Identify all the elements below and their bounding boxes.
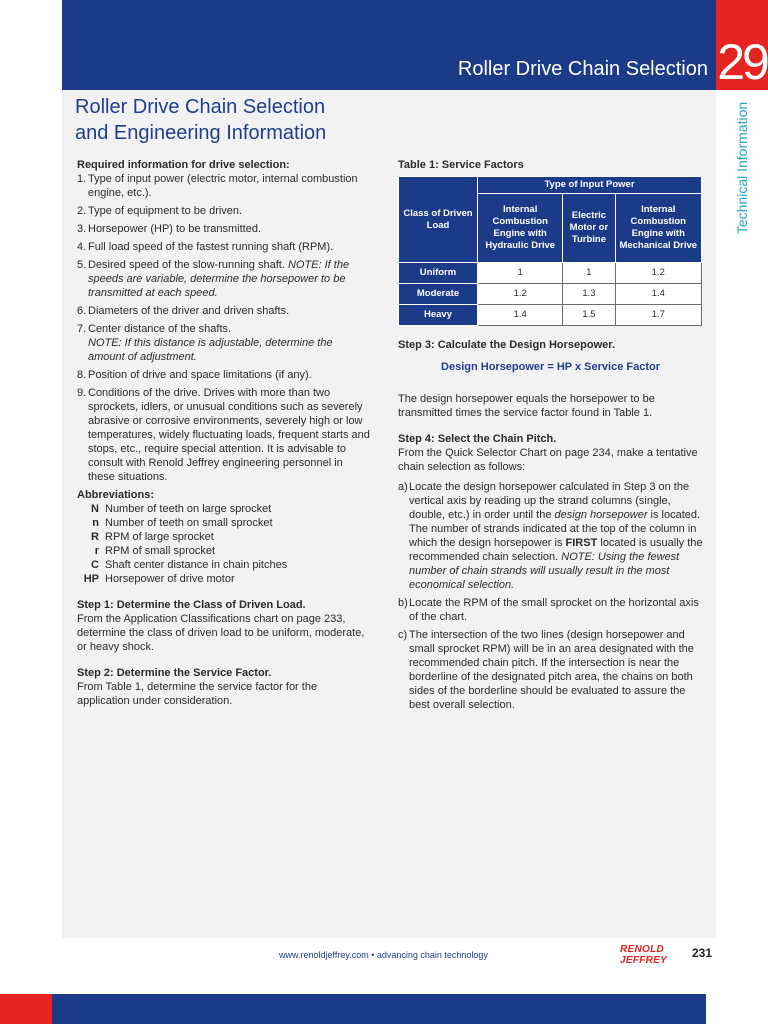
abbreviation-key: C [91,559,99,571]
service-factor-table [398,176,702,326]
list-item [77,368,372,382]
abbreviation-key: N [91,503,99,515]
row-header-cell: Class of Driven Load [399,177,478,263]
abbreviation-key: n [92,517,99,529]
item-text: Position of drive and space limitations (if any). [88,369,312,381]
step1-section [77,598,372,654]
column-header-cell: Internal Combustion Engine with Hydraulic Drive [478,194,563,263]
abbreviation-key: HP [83,573,99,585]
list-item [398,480,703,592]
item-number: 1. [77,173,87,185]
step3-text: The design horsepower equals the horsepower to be transmitted times the service factor found in Table 1. [398,393,655,419]
step3-section [398,338,703,420]
table-cell: 1.7 [615,305,702,326]
item-letter: a) [398,481,408,493]
required-heading: Required information for drive selection: [77,159,290,171]
list-item [77,322,372,364]
footer-red-block [0,994,52,1024]
item-text: located is usually the recommended chain selection. [409,537,703,563]
item-number: 3. [77,223,87,235]
item-number: 4. [77,241,87,253]
list-item [398,596,703,624]
left-column [77,158,372,708]
column-header-cell: Internal Combustion Engine with Mechanical Drive [615,194,702,263]
row-label: Uniform [399,263,478,284]
chapter-number: 29 [717,34,767,90]
table-row [399,305,702,326]
right-column [398,158,703,716]
item-text: Type of input power (electric motor, internal combustion engine, etc.). [88,173,358,199]
item-number: 5. [77,259,87,271]
abbreviation-row [77,558,372,572]
abbreviation-row [77,530,372,544]
table-cell: 1.3 [563,284,615,305]
header-title: Roller Drive Chain Selection [457,58,708,80]
abbreviation-key: r [94,545,99,557]
step2-heading: Step 2: Determine the Service Factor. [77,667,272,679]
item-letter: c) [398,629,408,641]
abbreviation-text: Number of teeth on small sprocket [105,517,273,529]
abbreviation-row [77,502,372,516]
item-note: NOTE: Using the fewest number of chain strands will usually result in the most economical selection. [409,551,680,591]
abbreviation-row [77,544,372,558]
table-row [399,263,702,284]
item-text: is located. The number of strands indicated at the top of the column in which the design horsepower is [409,509,701,549]
table-row [399,284,702,305]
abbreviation-text: RPM of large sprocket [105,531,214,543]
abbreviation-row [77,516,372,530]
table-cell: 1.4 [478,305,563,326]
header-band [62,0,716,90]
list-item [77,240,372,254]
table-title: Table 1: Service Factors [398,159,524,171]
item-note: NOTE: If this distance is adjustable, determine the amount of adjustment. [88,337,333,363]
list-item [398,628,703,712]
page-title-line2: and Engineering Information [75,122,327,144]
item-number: 6. [77,305,87,317]
step2-text: From Table 1, determine the service factor for the application under consideration. [77,681,318,707]
section-side-label: Technical Information [734,101,750,235]
item-number: 9. [77,387,87,399]
step4-list [398,480,703,712]
page-number: 231 [692,946,713,960]
required-list [77,172,372,484]
logo-line2: JEFFREY [620,955,668,966]
item-number: 7. [77,323,87,335]
step1-text: From the Application Classifications chart on page 233, determine the class of driven load to be uniform, moderate, or heavy shock. [77,613,365,653]
table-cell: 1.2 [615,263,702,284]
renold-jeffrey-logo [620,944,684,968]
step3-heading: Step 3: Calculate the Design Horsepower. [398,339,616,351]
footer-url[interactable]: www.renoldjeffrey.com • advancing chain technology [279,950,488,960]
table-cell: 1 [478,263,563,284]
list-item [77,386,372,484]
table-cell: 1.2 [478,284,563,305]
content-panel [62,90,716,938]
step4-text: From the Quick Selector Chart on page 234, make a tentative chain selection as follows: [398,447,698,473]
row-label: Moderate [399,284,478,305]
item-text: Locate the RPM of the small sprocket on the horizontal axis of the chart. [409,597,699,623]
abbreviation-text: Number of teeth on large sprocket [105,503,272,515]
item-emphasis: design horsepower [554,509,648,521]
item-number: 2. [77,205,87,217]
item-text: Type of equipment to be driven. [88,205,243,217]
list-item [77,204,372,218]
item-text: Conditions of the drive. Drives with more than two sprockets, idlers, or unusual conditions such as severely abrasive or corrosive environments, severely high or low temperatures, widely fluctuating loads, frequent starts and stops, etc., require special attention. It is advisable to consult with Renold Jeffrey engineering personnel in these situations. [88,387,370,483]
table-cell: 1 [563,263,615,284]
item-text: Desired speed of the slow-running shaft. [88,259,288,271]
step2-section [77,666,372,708]
item-text: Full load speed of the fastest running shaft (RPM). [88,241,334,253]
group-header-cell: Type of Input Power [478,177,702,194]
item-number: 8. [77,369,87,381]
abbreviations-list [77,502,372,586]
step1-heading: Step 1: Determine the Class of Driven Load. [77,599,306,611]
item-text: Diameters of the driver and driven shafts. [88,305,290,317]
item-letter: b) [398,597,408,609]
footer-blue-band [52,994,706,1024]
page-title [75,94,415,146]
item-note: NOTE: If the speeds are variable, determine the horsepower to be transmitted at each speed. [88,259,350,299]
abbreviation-text: Shaft center distance in chain pitches [105,559,288,571]
list-item [77,222,372,236]
abbreviation-text: RPM of small sprocket [105,545,216,557]
step4-heading: Step 4: Select the Chain Pitch. [398,433,557,445]
design-horsepower-formula: Design Horsepower = HP x Service Factor [441,361,660,373]
item-text: Locate the design horsepower calculated in Step 3 on the vertical axis by reading up the strand columns (single, double, etc.) in order until the [409,481,690,521]
abbreviation-row [77,572,372,586]
table-cell: 1.5 [563,305,615,326]
list-item [77,304,372,318]
list-item [77,172,372,200]
item-text: Center distance of the shafts. [88,323,232,335]
step4-section [398,432,703,712]
list-item [77,258,372,300]
item-text: The intersection of the two lines (design horsepower and small sprocket RPM) will be in an area designated with the recommended chain pitch. If the intersection is near the borderline of the designated pitch area, the chains on both sides of the borderline should be evaluated to assure the best overall selection. [409,629,694,711]
item-strong: FIRST [565,537,598,549]
abbreviations-heading: Abbreviations: [77,489,155,501]
abbreviation-text: Horsepower of drive motor [105,573,235,585]
column-header-cell: Electric Motor or Turbine [563,194,615,263]
logo-line1: RENOLD [620,944,665,955]
table-cell: 1.4 [615,284,702,305]
row-label: Heavy [399,305,478,326]
item-text: Horsepower (HP) to be transmitted. [88,223,262,235]
abbreviation-key: R [91,531,99,543]
page-title-line1: Roller Drive Chain Selection [75,96,326,118]
